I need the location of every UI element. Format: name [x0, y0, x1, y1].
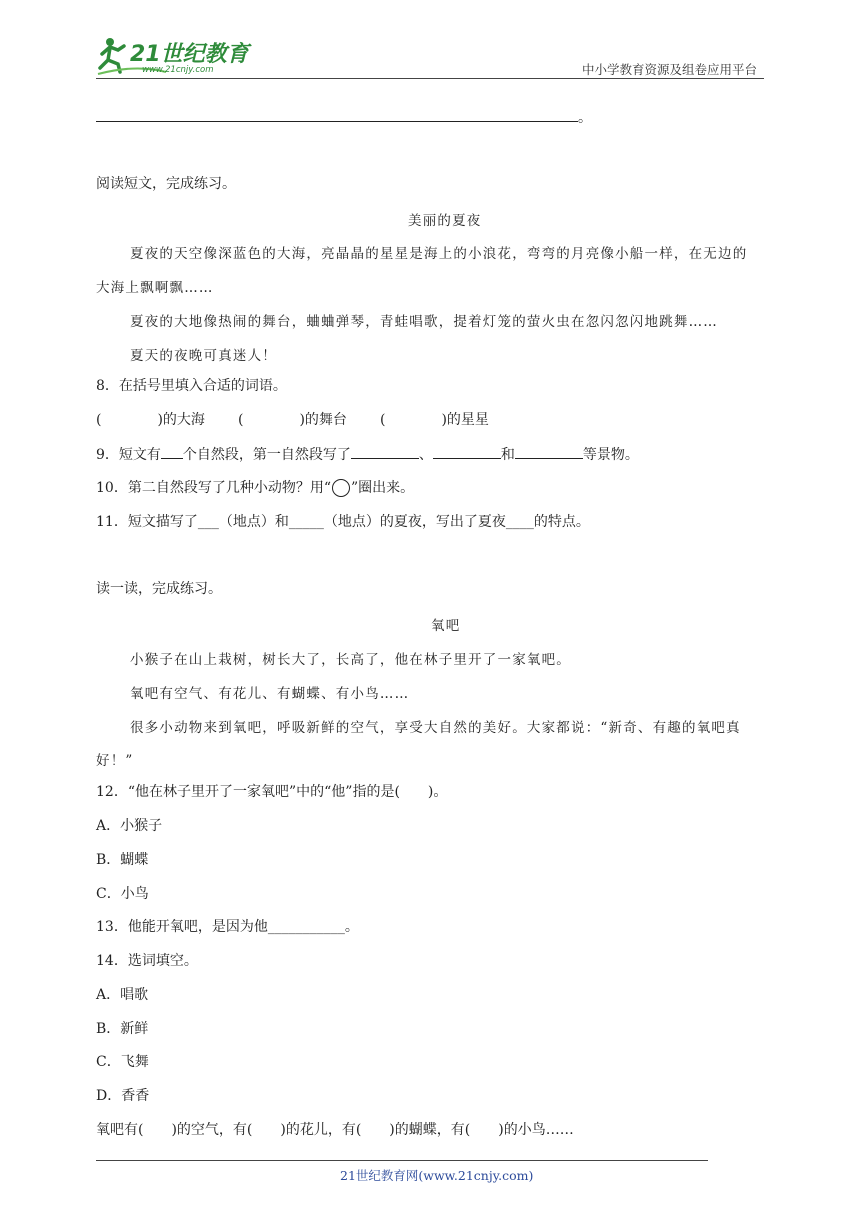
- q14-option-c[interactable]: C．飞舞: [96, 1054, 149, 1070]
- question-9: 9．短文有 个自然段，第一自然段写了 、 和 等景物。: [96, 447, 639, 463]
- section1-para3: 夏天的夜晚可真迷人！: [130, 348, 277, 364]
- section2-para3-line2: 好！”: [96, 753, 134, 769]
- circle-icon: [332, 479, 350, 497]
- question-12: 12．“他在林子里开了一家氧吧”中的“他”指的是( )。: [96, 784, 448, 800]
- footer-text: 21世纪教育网(www.21cnjy.com): [340, 1168, 534, 1183]
- question-13: 13．他能开氧吧，是因为他___________。: [96, 919, 359, 935]
- section2-para2: 氧吧有空气、有花儿、有蝴蝶、有小鸟……: [130, 686, 410, 702]
- q8-item-2: ( )的舞台: [238, 412, 347, 428]
- q14-sentence: 氧吧有( )的空气，有( )的花儿，有( )的蝴蝶，有( )的小鸟……: [96, 1122, 574, 1138]
- section1-para1-line1: 夏夜的天空像深蓝色的大海，亮晶晶的星星是海上的小浪花，弯弯的月亮像小船一样，在无边的: [130, 246, 748, 262]
- q9-blank-4[interactable]: [515, 445, 583, 459]
- q9-blank-2[interactable]: [351, 445, 419, 459]
- q12-option-a[interactable]: A．小猴子: [96, 818, 163, 834]
- site-logo: [96, 34, 266, 78]
- logo-main-text: 21世纪教育: [130, 42, 249, 67]
- footer-divider: [96, 1160, 708, 1161]
- q14-option-d[interactable]: D．香香: [96, 1088, 150, 1104]
- q14-option-b[interactable]: B．新鲜: [96, 1021, 149, 1037]
- question-14: 14．选词填空。: [96, 953, 198, 969]
- section1-title: 美丽的夏夜: [408, 213, 482, 229]
- logo-url-text: www.21cnjy.com: [142, 65, 214, 75]
- section2-para1: 小猴子在山上栽树，树长大了，长高了，他在林子里开了一家氧吧。: [130, 652, 571, 668]
- answer-line: 。: [96, 108, 592, 127]
- question-10: 10．第二自然段写了几种小动物？用“ ”圈出来。: [96, 480, 415, 496]
- q9-blank-1[interactable]: [161, 445, 183, 459]
- q8-item-3: ( )的星星: [380, 412, 489, 428]
- section1-para2: 夏夜的大地像热闹的舞台，蛐蛐弹琴，青蛙唱歌，提着灯笼的萤火虫在忽闪忽闪地跳舞……: [130, 314, 718, 330]
- q12-option-b[interactable]: B．蝴蝶: [96, 852, 149, 868]
- question-11: 11．短文描写了___（地点）和_____（地点）的夏夜，写出了夏夜____的特点。: [96, 514, 590, 530]
- section2-intro: 读一读，完成练习。: [96, 581, 222, 597]
- q8-item-1: ( )的大海: [96, 412, 205, 428]
- header-divider: [96, 78, 764, 79]
- question-8: 8．在括号里填入合适的词语。: [96, 378, 287, 394]
- q12-option-c[interactable]: C．小鸟: [96, 886, 149, 902]
- q9-blank-3[interactable]: [433, 445, 501, 459]
- section1-para1-line2: 大海上飘啊飘……: [96, 280, 214, 296]
- runner-logo-icon: [96, 34, 266, 78]
- header-platform-text: 中小学教育资源及组卷应用平台: [582, 62, 758, 77]
- section1-intro: 阅读短文，完成练习。: [96, 176, 236, 192]
- section2-title: 氧吧: [431, 618, 461, 634]
- q14-option-a[interactable]: A．唱歌: [96, 987, 149, 1003]
- section2-para3-line1: 很多小动物来到氧吧，呼吸新鲜的空气，享受大自然的美好。大家都说：“新奇、有趣的氧吧真: [130, 720, 741, 736]
